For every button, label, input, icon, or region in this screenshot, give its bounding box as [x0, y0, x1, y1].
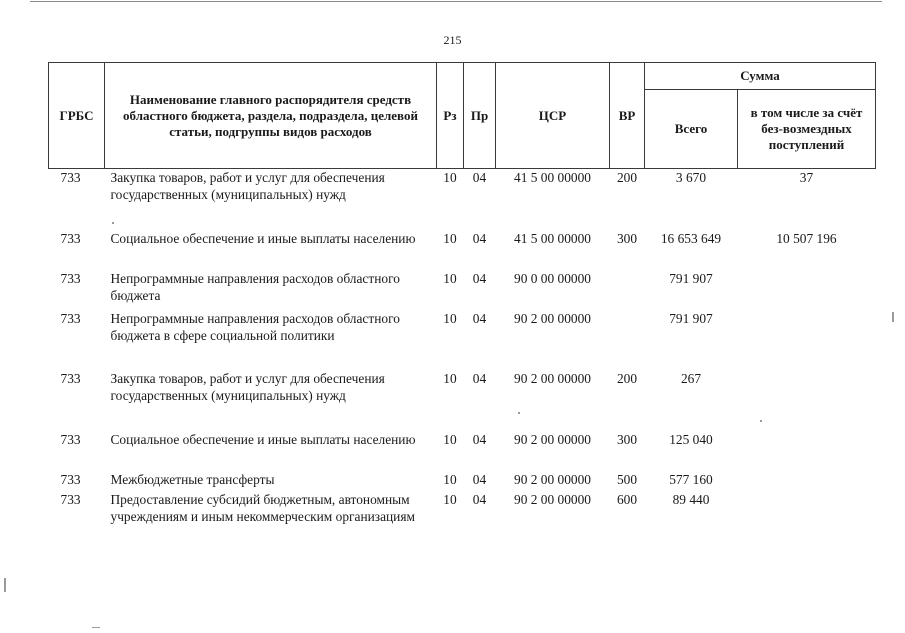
header-name: Наименование главного распорядителя средств областного бюджета, раздела, подраздела, целевой статьи, подгруппы видов расходов	[105, 63, 437, 169]
cell-pr: 04	[472, 492, 487, 507]
cell-vr	[610, 310, 645, 370]
cell-rz: 10	[443, 472, 457, 487]
page-top-rule	[30, 1, 882, 2]
cell-free: 37	[799, 170, 814, 185]
cell-free	[738, 370, 876, 431]
cell-free	[738, 471, 876, 491]
page-number: 215	[443, 33, 462, 47]
scan-speck	[760, 420, 762, 422]
table-row	[49, 310, 876, 370]
cell-total: 791 907	[669, 271, 713, 286]
table-row	[49, 230, 876, 270]
cell-pr: 04	[472, 170, 487, 185]
cell-vr	[610, 270, 645, 310]
cell-pr: 04	[472, 311, 487, 326]
cell-pr: 04	[472, 371, 487, 386]
table-row	[49, 491, 876, 543]
cell-total: 125 040	[669, 432, 713, 447]
cell-grbs: 733	[60, 311, 81, 326]
cell-free	[738, 270, 876, 310]
header-total: Всего	[645, 90, 738, 169]
cell-rz: 10	[443, 432, 457, 447]
scan-speck	[892, 312, 894, 322]
cell-total: 791 907	[669, 311, 713, 326]
cell-name: Социальное обеспечение и иные выплаты населению	[110, 432, 416, 447]
header-pr: Пр	[464, 63, 496, 169]
cell-rz: 10	[443, 492, 457, 507]
cell-rz: 10	[443, 371, 457, 386]
budget-table	[48, 62, 876, 543]
header-sum: Сумма	[645, 63, 876, 90]
cell-pr: 04	[472, 472, 487, 487]
cell-csr: 90 2 00 00000	[514, 432, 591, 447]
table-row	[49, 270, 876, 310]
cell-grbs: 733	[60, 231, 81, 246]
cell-grbs: 733	[60, 432, 81, 447]
cell-csr: 90 0 00 00000	[514, 271, 591, 286]
cell-rz: 10	[443, 271, 457, 286]
cell-pr: 04	[472, 271, 487, 286]
cell-vr: 500	[616, 472, 638, 487]
cell-rz: 10	[443, 231, 457, 246]
cell-total: 577 160	[669, 472, 713, 487]
table-row	[49, 370, 876, 431]
scan-speck	[4, 578, 6, 592]
cell-vr: 600	[616, 492, 638, 507]
header-vr: ВР	[610, 63, 645, 169]
cell-pr: 04	[472, 231, 487, 246]
cell-name: Закупка товаров, работ и услуг для обеспечения государственных (муниципальных) нужд	[110, 371, 385, 403]
cell-csr: 90 2 00 00000	[514, 472, 591, 487]
cell-grbs: 733	[60, 472, 81, 487]
header-grbs: ГРБС	[49, 63, 105, 169]
cell-total: 16 653 649	[660, 231, 722, 246]
cell-vr: 300	[616, 432, 638, 447]
cell-free	[738, 310, 876, 370]
scan-speck	[92, 627, 100, 628]
scan-speck	[112, 222, 114, 224]
cell-name: Предоставление субсидий бюджетным, автономным учреждениям и иным некоммерческим организациям	[110, 492, 415, 524]
cell-free: 10 507 196	[776, 231, 837, 246]
header-free: в том числе за счёт без-возмездных поступлений	[738, 90, 876, 169]
cell-csr: 90 2 00 00000	[514, 492, 591, 507]
table-row	[49, 471, 876, 491]
cell-name: Закупка товаров, работ и услуг для обеспечения государственных (муниципальных) нужд	[110, 170, 385, 202]
table-row	[49, 431, 876, 471]
cell-grbs: 733	[60, 492, 81, 507]
cell-total: 89 440	[672, 492, 710, 507]
cell-free	[738, 431, 876, 471]
cell-csr: 41 5 00 00000	[514, 170, 591, 185]
cell-grbs: 733	[60, 271, 81, 286]
cell-csr: 90 2 00 00000	[514, 311, 591, 326]
cell-vr: 200	[616, 170, 638, 185]
cell-vr: 200	[616, 371, 638, 386]
table-row	[49, 169, 876, 231]
scan-speck	[518, 412, 520, 414]
table-body	[49, 169, 876, 544]
cell-name: Социальное обеспечение и иные выплаты населению	[110, 231, 416, 246]
header-csr: ЦСР	[496, 63, 610, 169]
cell-pr: 04	[472, 432, 487, 447]
cell-rz: 10	[443, 311, 457, 326]
cell-free	[738, 491, 876, 543]
cell-name: Межбюджетные трансферты	[110, 472, 275, 487]
cell-grbs: 733	[60, 170, 81, 185]
cell-name: Непрограммные направления расходов областного бюджета	[110, 271, 400, 303]
cell-total: 267	[680, 371, 702, 386]
cell-rz: 10	[443, 170, 457, 185]
cell-total: 3 670	[675, 170, 707, 185]
header-rz: Рз	[437, 63, 464, 169]
cell-name: Непрограммные направления расходов областного бюджета в сфере социальной политики	[110, 311, 400, 343]
cell-csr: 41 5 00 00000	[514, 231, 591, 246]
cell-csr: 90 2 00 00000	[514, 371, 591, 386]
cell-vr: 300	[616, 231, 638, 246]
table-header	[49, 63, 876, 169]
cell-grbs: 733	[60, 371, 81, 386]
